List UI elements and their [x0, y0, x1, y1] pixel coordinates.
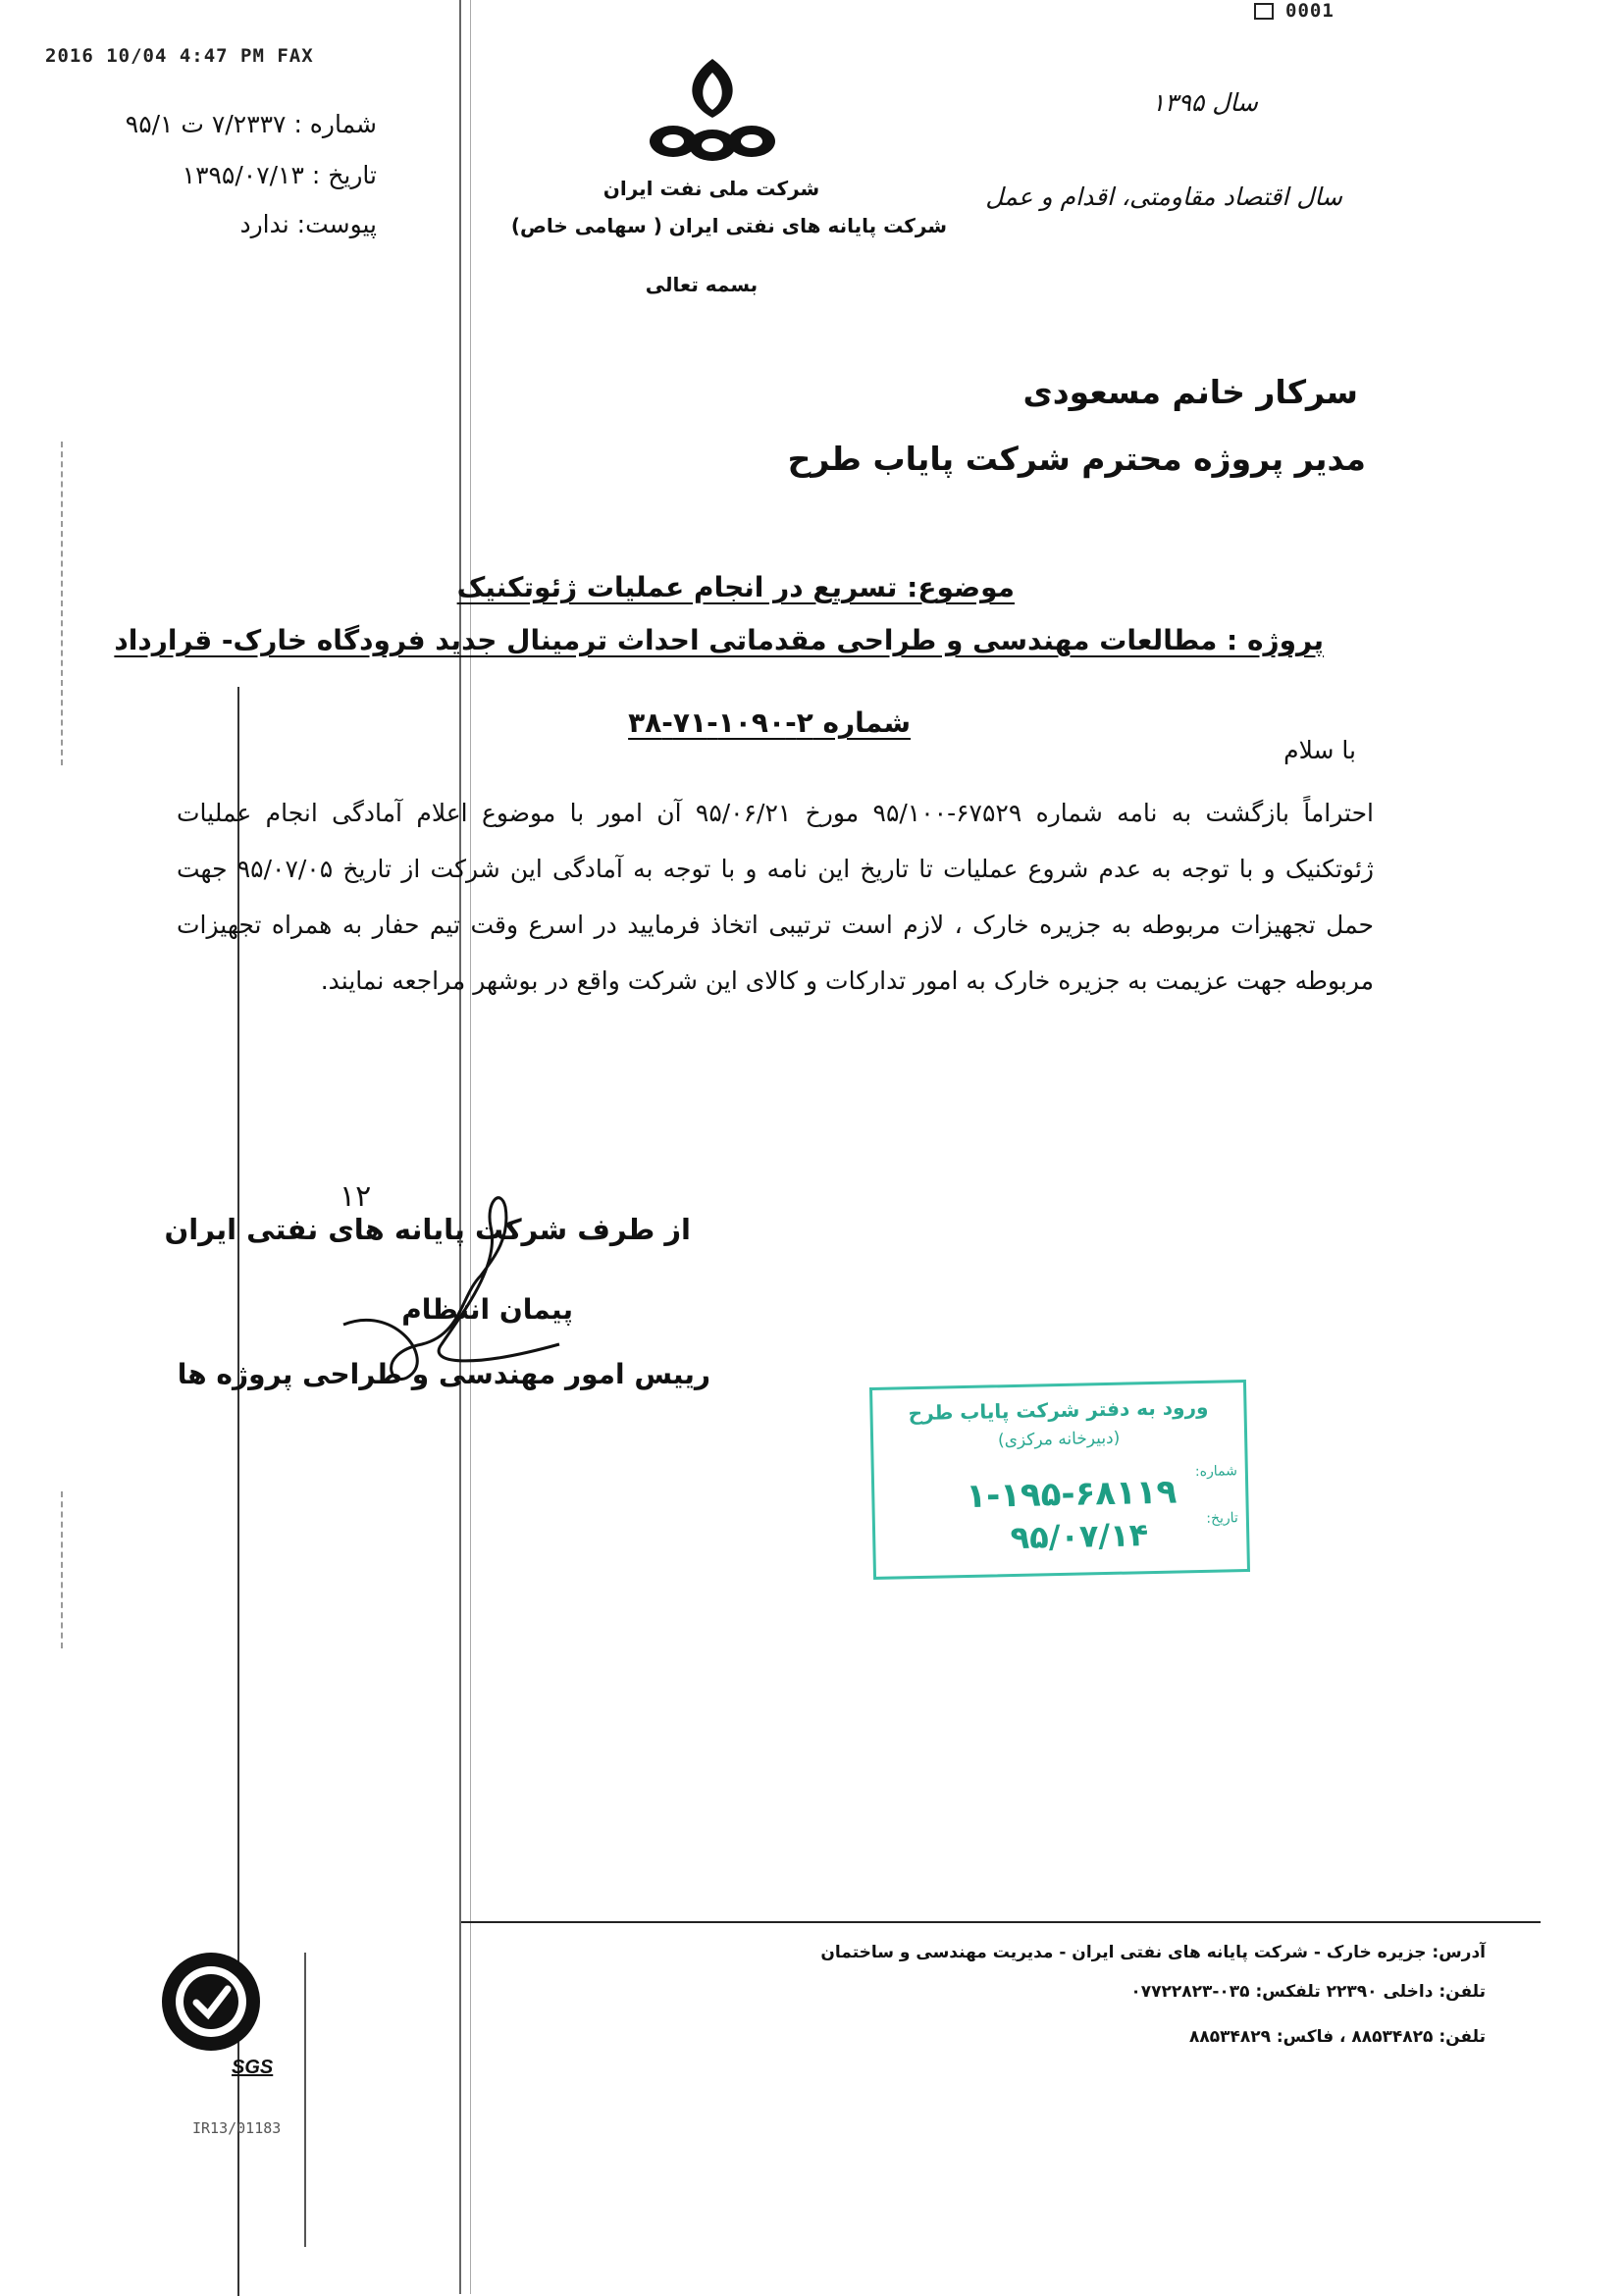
company-line-1: شرکت ملی نفت ایران	[602, 177, 820, 200]
subject-line-1: موضوع: تسریع در انجام عملیات ژئوتکنیک	[456, 571, 1015, 603]
footer-phone-2: تلفن: ۸۸۵۳۴۸۲۵ ، فاکس: ۸۸۵۳۴۸۲۹	[1188, 2027, 1486, 2047]
fax-page-icon	[1254, 3, 1274, 20]
signature-line-1: از طرف شرکت پایانه های نفتی ایران	[164, 1213, 691, 1246]
stamp-date-value: ۹۵/۰۷/۱۴	[1010, 1516, 1149, 1557]
footer-address: آدرس: جزیره خارک - شرکت پایانه های نفتی ایران - مدیریت مهندسی و ساختمان	[820, 1943, 1486, 1962]
letter-number: شماره : ۷/۲۳۳۷ ت ۹۵/۱	[125, 110, 377, 138]
subject-line-2: پروژه : مطالعات مهندسی و طراحی مقدماتی احداث ترمینال جدید فرودگاه خارک- قرارداد	[114, 624, 1324, 656]
scan-line	[459, 0, 461, 2294]
scan-line	[470, 0, 471, 2294]
company-line-2: شرکت پایانه های نفتی ایران ( سهامی خاص)	[510, 214, 947, 237]
letter-body: احتراماً بازگشت به نامه شماره ۶۷۵۲۹-۹۵/۱۰۰ مورخ ۹۵/۰۶/۲۱ آن امور با موضوع اعلام آمادگی انجام عملیات ژئوتکنیک و با توجه به عدم شروع عملیات تا تاریخ این نامه و با توجه به آمادگی این شرکت از تاریخ ۹۵/۰۷/۰۵ جهت حمل تجهیزات مربوطه به جزیره خارک ، لازم است ترتیبی اتخاذ فرمایید در اسرع وقت تیم حفار به همراه تجهیزات مربوطه جهت عزیمت به جزیره خارک به امور تدارکات و کالای این شرکت واقع در بوشهر مراجعه نمایند.	[177, 799, 1374, 995]
year-note: سال ۱۳۹۵	[1151, 88, 1258, 117]
invocation: بسمه تعالی	[645, 273, 759, 296]
signer-title: رییس امور مهندسی و طراحی پروژه ها	[177, 1358, 710, 1390]
punch-marks	[61, 1491, 63, 1648]
letter-attachment: پیوست: ندارد	[239, 210, 377, 238]
fold-line	[304, 1953, 306, 2247]
greeting: با سلام	[1283, 736, 1356, 764]
punch-marks	[61, 442, 63, 765]
sgs-logo-text: SGS	[232, 2057, 274, 2078]
subject-line-3: شماره ۲-۱۰۹۰-۷۱-۳۸	[628, 706, 911, 739]
certification-code: IR13/01183	[192, 2119, 282, 2137]
stamp-title: ورود به دفتر شرکت پایاب طرح	[908, 1394, 1209, 1426]
recipient-name: سرکار خانم مسعودی	[1022, 373, 1358, 411]
stamp-subtitle: (دبیرخانه مرکزی)	[997, 1428, 1121, 1451]
stamp-date-label: تاریخ:	[1206, 1510, 1239, 1527]
footer-rule	[461, 1921, 1541, 1923]
footer-phone-1: تلفن: داخلی ۲۲۳۹۰ تلفکس: ۰۳۵-۰۷۷۲۲۸۲۳	[1130, 1982, 1486, 2002]
fax-page-number: 0001	[1254, 0, 1335, 22]
stamp-number-label: شماره:	[1194, 1463, 1238, 1481]
letter-date: تاریخ : ۱۳۹۵/۰۷/۱۳	[182, 161, 377, 189]
company-logo	[644, 51, 781, 169]
year-motto: سال اقتصاد مقاومتی، اقدام و عمل	[985, 183, 1342, 211]
sgs-certification-icon	[157, 1948, 265, 2056]
stamp-number-value: ۱-۱۹۵-۶۸۱۱۹	[965, 1472, 1178, 1517]
receipt-stamp	[869, 1380, 1250, 1580]
fax-timestamp: 2016 10/04 4:47 PM FAX	[45, 45, 314, 67]
handwritten-mark: ۱۲	[340, 1179, 372, 1214]
recipient-title: مدیر پروژه محترم شرکت پایاب طرح	[787, 440, 1366, 478]
signer-name: پیمان انتظام	[401, 1293, 573, 1326]
